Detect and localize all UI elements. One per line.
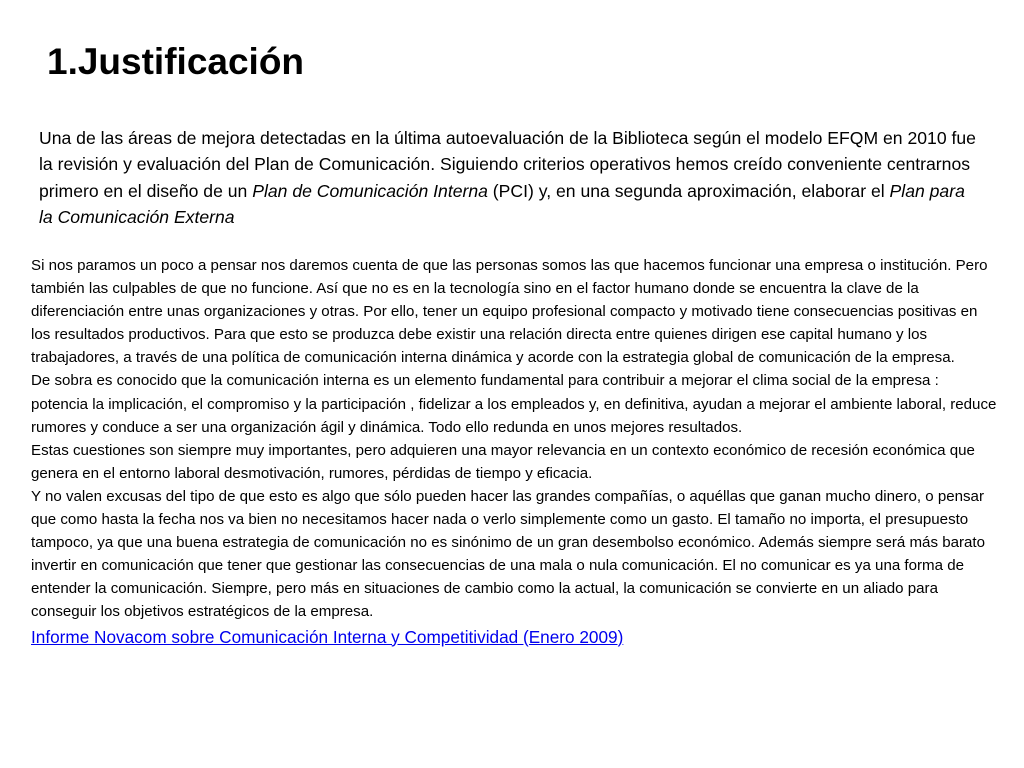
body-paragraph: Y no valen excusas del tipo de que esto es algo que sólo pueden hacer las grandes compañías, o aquéllas que ganan mucho dinero, o pensar que como hasta la fecha nos va bien no necesitamos hacer nada o verlo simplemente como un gasto. El tamaño no importa, el presupuesto tampoco, ya que una buena estrategia de comunicación no es sinónimo de un gran desembolso económico. Además siempre será más barato invertir en comunicación que tener que gestionar las consecuencias de una mala o nula comunicación. El no comunicar es ya una forma de entender la comunicación. Siempre, pero más en situaciones de cambio como la actual, la comunicación se convierte en un aliado para conseguir los objetivos estratégicos de la empresa. [31, 487, 985, 621]
slide-title: 1.Justificación [47, 41, 305, 82]
source-report-link[interactable]: Informe Novacom sobre Comunicación Interna y Competitividad (Enero 2009) [31, 626, 624, 647]
body-paragraph: De sobra es conocido que la comunicación interna es un elemento fundamental para contribuir a mejorar el clima social de la empresa : potencia la implicación, el compromiso y la participación , fidelizar a los empleados y, en definitiva, ayudan a mejorar el ambiente laboral, reduce rumores y conduce a ser una organización ágil y dinámica. Todo ello redunda en unos mejores resultados. [31, 372, 997, 436]
intro-paragraph [39, 125, 979, 230]
intro-text-1: Una de las áreas de mejora detectadas en la última autoevaluación de la Biblioteca según el modelo EFQM en 2010 fue la revisión y evaluación del Plan de Comunicación. Siguiendo criterios operativos hemos creído conveniente centrarnos primero en el diseño de un [39, 128, 976, 201]
intro-text-2: (PCI) y, en una segunda aproximación, elaborar el [487, 180, 890, 201]
body-paragraph: Si nos paramos un poco a pensar nos daremos cuenta de que las personas somos las que hacemos funcionar una empresa o institución. Pero también las culpables de que no funcione. Así que no es en la tecnología sino en el factor humano donde se encuentra la clave de la diferenciación entre unas organizaciones y otras. Por ello, tener un equipo profesional compacto y motivado tiene consecuencias positivas en los resultados productivos. Para que esto se produzca debe existir una relación directa entre quienes dirigen ese capital humano y los trabajadores, a través de una política de comunicación interna dinámica y acorde con la estrategia global de comunicación de la empresa. [31, 257, 988, 367]
intro-italic-external: Plan para la Comunicación Externa [39, 180, 965, 227]
body-paragraph: Estas cuestiones son siempre muy importantes, pero adquieren una mayor relevancia en un contexto económico de recesión económica que genera en el entorno laboral desmotivación, rumores, pérdidas de tiempo y eficacia. [31, 441, 975, 482]
body-text [31, 254, 999, 650]
intro-italic-pci: Plan de Comunicación Interna [252, 180, 488, 201]
